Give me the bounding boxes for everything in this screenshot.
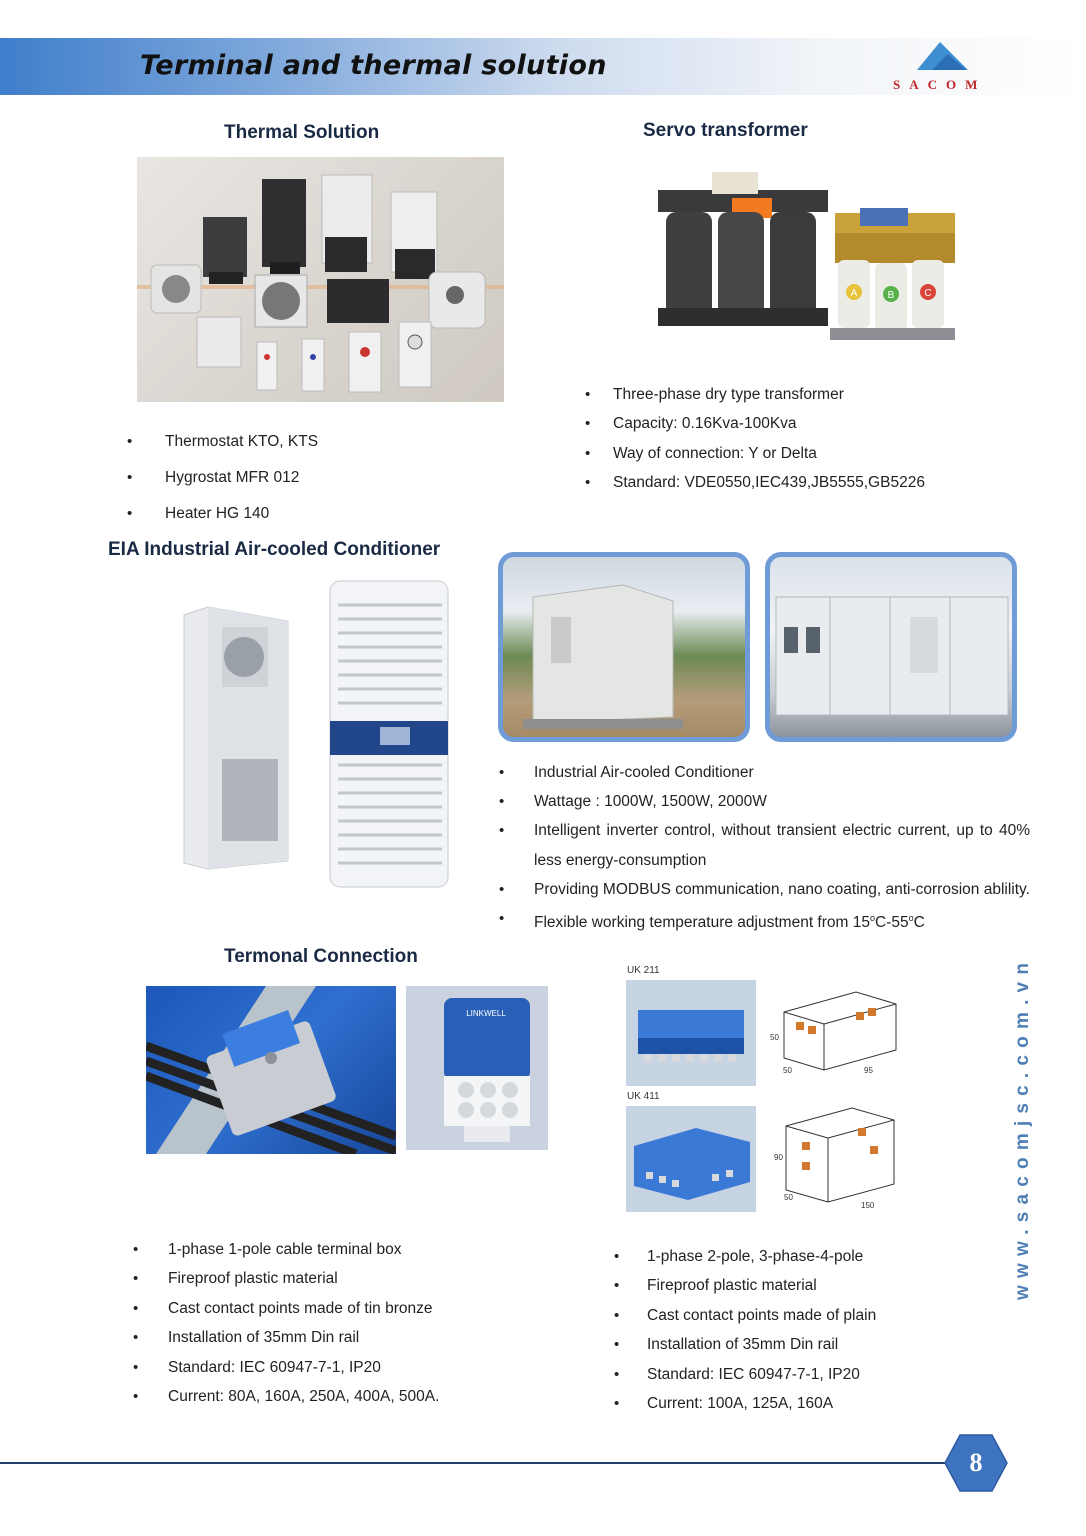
- list-item: • Standard: IEC 60947-7-1, IP20: [133, 1353, 493, 1382]
- list-item: • Installation of 35mm Din rail: [614, 1330, 974, 1359]
- thermal-heading: Thermal Solution: [224, 122, 380, 143]
- list-item: • Cast contact points made of plain: [614, 1301, 974, 1330]
- outdoor-cabinet-photo: [498, 552, 750, 742]
- terminal-heading: Termonal Connection: [224, 946, 418, 967]
- list-item-temperature: • Flexible working temperature adjustment from 15$^o$C-55$^o$C: [499, 904, 1037, 937]
- list-item: • Way of connection: Y or Delta: [585, 439, 1005, 468]
- linkwell-terminal-image: [406, 986, 548, 1150]
- air-conditioner-image: [180, 575, 455, 890]
- dimension: 90: [774, 1153, 783, 1162]
- uk211-label: UK 211: [627, 965, 660, 976]
- list-item: • Industrial Air-cooled Conditioner: [499, 758, 1037, 787]
- website-link[interactable]: www.sacomjsc.com.vn: [1012, 955, 1033, 1300]
- list-item: • Current: 80A, 160A, 250A, 400A, 500A.: [133, 1382, 493, 1411]
- list-item: • Cast contact points made of tin bronze: [133, 1294, 493, 1323]
- servo-list: [585, 380, 1005, 498]
- dimension: 95: [864, 1066, 873, 1075]
- thermal-list: [127, 433, 457, 523]
- list-item: • Hygrostat MFR 012: [127, 469, 457, 487]
- list-item: • Installation of 35mm Din rail: [133, 1323, 493, 1352]
- list-item: • Fireproof plastic material: [133, 1264, 493, 1293]
- dimension: 50: [784, 1193, 793, 1202]
- dimension: 50: [770, 1033, 779, 1042]
- uk411-photo: [626, 1106, 756, 1212]
- indoor-cabinets-photo: [765, 552, 1017, 742]
- phase-label: C: [924, 288, 932, 299]
- terminal-right-list: [614, 1242, 974, 1418]
- eia-list: [499, 758, 1037, 937]
- page-title: Terminal and thermal solution: [140, 50, 607, 81]
- list-item: • Thermostat KTO, KTS: [127, 433, 457, 451]
- servo-heading: Servo transformer: [643, 120, 808, 141]
- phase-label: B: [887, 290, 895, 301]
- transformer-image: [650, 168, 960, 364]
- list-item: • Current: 100A, 125A, 160A: [614, 1389, 974, 1418]
- list-item: • Standard: VDE0550,IEC439,JB5555,GB5226: [585, 468, 1005, 497]
- list-item: • Standard: IEC 60947-7-1, IP20: [614, 1360, 974, 1389]
- terminal-box-din-rail-image: [146, 986, 396, 1154]
- brand-label: LINKWELL: [466, 1009, 506, 1018]
- uk411-label: UK 411: [627, 1091, 660, 1102]
- list-item: • Three-phase dry type transformer: [585, 380, 1005, 409]
- thermal-products-image: [137, 157, 504, 402]
- list-item: • Wattage : 1000W, 1500W, 2000W: [499, 787, 1037, 816]
- eia-heading: EIA Industrial Air-cooled Conditioner: [108, 539, 441, 560]
- footer-line: [0, 1462, 952, 1464]
- logo-text: SACOM: [893, 77, 987, 92]
- list-item: • Heater HG 140: [127, 505, 457, 523]
- list-item: • Intelligent inverter control, without transient electric current, up to 40% less energy-consumption: [499, 816, 1037, 874]
- terminal-left-list: [133, 1235, 493, 1411]
- page-number: 8: [969, 1448, 983, 1477]
- dimension: 50: [783, 1066, 792, 1075]
- list-item: • 1-phase 2-pole, 3-phase-4-pole: [614, 1242, 974, 1271]
- uk211-drawing: [766, 982, 906, 1078]
- uk211-photo: [626, 980, 756, 1086]
- list-item: • 1-phase 1-pole cable terminal box: [133, 1235, 493, 1264]
- list-item: • Fireproof plastic material: [614, 1271, 974, 1300]
- dimension: 150: [861, 1201, 875, 1210]
- list-item: • Providing MODBUS communication, nano coating, anti-corrosion ablility.: [499, 875, 1037, 904]
- phase-label: A: [850, 288, 858, 299]
- list-item: • Capacity: 0.16Kva-100Kva: [585, 409, 1005, 438]
